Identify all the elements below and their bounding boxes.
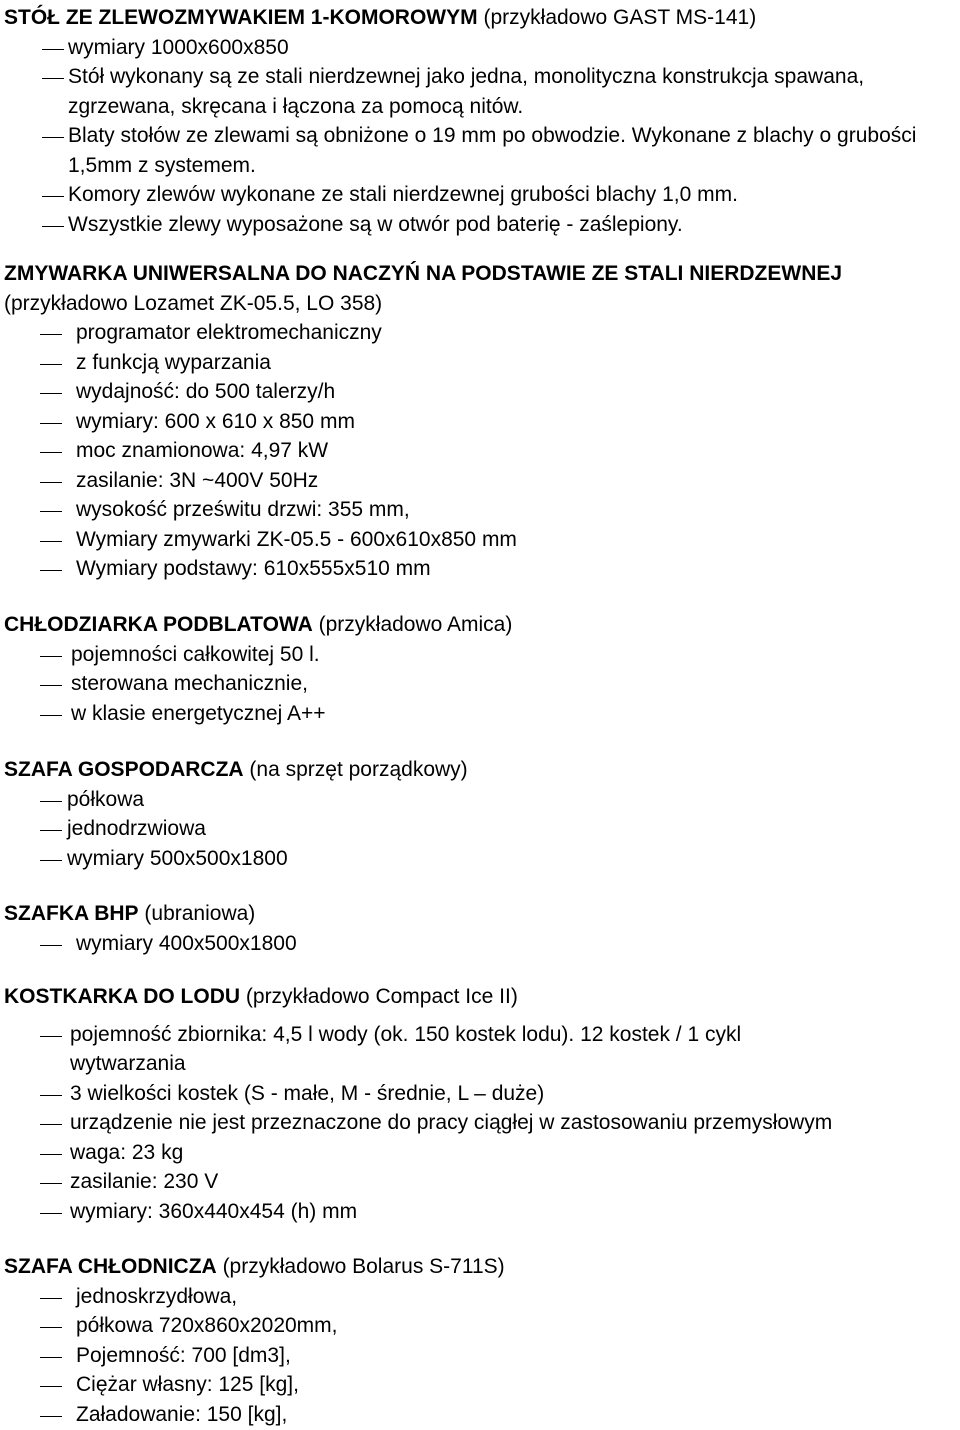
list-item [4,436,960,466]
dash-bullet [40,393,62,394]
section-subtitle: (przykładowo Amica) [318,613,513,636]
dash-bullet [40,945,62,946]
list-item-text: Wszystkie zlewy wyposażone są w otwór pod baterię - zaślepiony. [68,212,683,236]
list-item [4,525,960,555]
list-item-text: pojemności całkowitej 50 l. [71,642,320,666]
dash-bullet [40,423,62,424]
spec-list [4,640,960,729]
list-item-text: Wymiary zmywarki ZK-05.5 - 600x610x850 mm [76,527,517,551]
dash-bullet [40,715,62,716]
dash-bullet [40,1213,62,1214]
list-item [4,640,960,670]
section-heading [4,3,960,33]
list-item-text: wysokość prześwitu drzwi: 355 mm, [76,498,410,521]
list-item [4,814,960,844]
spec-list [4,785,960,874]
list-item [4,121,960,180]
list-item-text: zasilanie: 3N ~400V 50Hz [76,468,319,492]
dash-bullet [40,656,62,657]
section-kostkarka [4,982,960,1226]
section-title: KOSTKARKA DO LODU [4,985,241,1008]
section-stol-zlewozmywak [4,3,960,239]
dash-bullet [40,541,62,542]
dash-bullet [40,1386,62,1387]
section-subtitle: (przykładowo Lozamet ZK-05.5, LO 358) [4,291,383,315]
dash-bullet [40,364,62,365]
list-item-text: półkowa [67,787,145,811]
section-heading [4,259,960,318]
list-item [4,554,960,584]
list-item [4,1370,960,1400]
list-item-text: wymiary 500x500x1800 [67,846,288,870]
section-title: SZAFA GOSPODARCZA [4,758,244,781]
section-szafka-bhp [4,899,960,958]
section-subtitle: (na sprzęt porządkowy) [249,758,468,781]
dash-bullet [40,1095,62,1096]
section-title: SZAFKA BHP [4,902,139,925]
list-item [4,377,960,407]
dash-bullet [42,196,64,197]
list-item [4,1311,960,1341]
list-item-text: półkowa 720x860x2020mm, [76,1314,338,1337]
section-heading [4,982,960,1012]
list-item-text: Ciężar własny: 125 [kg], [76,1373,299,1396]
list-item-text: urządzenie nie jest przeznaczone do pracy ciągłej w zastosowaniu przemysłowym [70,1111,833,1134]
list-item-text: z funkcją wyparzania [76,350,271,374]
list-item-text: waga: 23 kg [70,1140,184,1164]
list-item [4,1282,960,1312]
list-item [4,33,960,63]
spec-list [4,929,960,959]
list-item-text: Komory zlewów wykonane ze stali nierdzewnej grubości blachy 1,0 mm. [68,183,738,206]
dash-bullet [40,570,62,571]
dash-bullet [40,1416,62,1417]
list-item-text: programator elektromechaniczny [76,321,382,344]
list-item-text: w klasie energetycznej A++ [71,701,326,725]
list-item [4,318,960,348]
section-heading [4,899,960,929]
list-item [4,495,960,525]
section-title: ZMYWARKA UNIWERSALNA DO NACZYŃ NA PODSTAWIE ZE STALI NIERDZEWNEJ [4,262,843,285]
list-item [4,1197,960,1227]
section-chlodziarka [4,610,960,728]
list-item [4,466,960,496]
dash-bullet [40,1124,62,1125]
dash-bullet [42,49,64,50]
list-item [4,785,960,815]
list-item-text: Załadowanie: 150 [kg], [76,1402,288,1426]
section-heading [4,1252,960,1282]
list-item-text: jednoskrzydłowa, [76,1284,238,1308]
dash-bullet [40,511,62,512]
list-item-text: moc znamionowa: 4,97 kW [76,439,329,462]
list-item-text: zasilanie: 230 V [70,1170,219,1193]
dash-bullet [40,1327,62,1328]
dash-bullet [40,1298,62,1299]
dash-bullet [40,334,62,335]
list-item [4,1020,960,1079]
list-item [4,1341,960,1371]
spec-list [4,318,960,584]
list-item-text: sterowana mechanicznie, [71,672,308,695]
dash-bullet [40,482,62,483]
list-item-text: wymiary: 360x440x454 (h) mm [70,1199,358,1223]
list-item-text: 3 wielkości kostek (S - małe, M - średnie, L – duże) [70,1081,545,1105]
dash-bullet [40,685,62,686]
list-item-text: wymiary 400x500x1800 [76,931,297,955]
section-subtitle: (przykładowo Bolarus S-711S) [222,1255,505,1278]
list-item [4,210,960,240]
section-title: SZAFA CHŁODNICZA [4,1255,217,1278]
list-item [4,1167,960,1197]
spec-list [4,33,960,240]
list-item [4,669,960,699]
dash-bullet [40,1357,62,1358]
section-heading [4,755,960,785]
list-item-text: Wymiary podstawy: 610x555x510 mm [76,557,431,580]
dash-bullet [40,801,62,802]
dash-bullet [40,830,62,831]
section-title: STÓŁ ZE ZLEWOZMYWAKIEM 1-KOMOROWYM [4,6,478,29]
list-item [4,699,960,729]
list-item [4,844,960,874]
dash-bullet [42,226,64,227]
list-item-text: jednodrzwiowa [67,817,206,840]
list-item-text: Stół wykonany są ze stali nierdzewnej jako jedna, monolityczna konstrukcja spawana, zgrzewana, skręcana i łączona za pomocą nitów. [68,65,865,118]
dash-bullet [40,1183,62,1184]
list-item [4,348,960,378]
dash-bullet [42,78,64,79]
section-subtitle: (przykładowo GAST MS-141) [483,6,757,29]
list-item-text: wydajność: do 500 talerzy/h [76,380,336,403]
list-item [4,1079,960,1109]
list-item [4,407,960,437]
section-szafa-chlodnicza [4,1252,960,1429]
list-item [4,929,960,959]
list-item [4,1138,960,1168]
section-zmywarka [4,259,960,584]
list-item-text: wymiary 1000x600x850 [68,35,289,59]
list-item [4,62,960,121]
spec-list [4,1020,960,1227]
list-item-text: wymiary: 600 x 610 x 850 mm [76,409,355,433]
list-item [4,1108,960,1138]
dash-bullet [40,1154,62,1155]
list-item [4,180,960,210]
section-subtitle: (ubraniowa) [144,902,256,925]
dash-bullet [40,452,62,453]
section-szafa-gospodarcza [4,755,960,873]
list-item-text: pojemność zbiornika: 4,5 l wody (ok. 150 kostek lodu). 12 kostek / 1 cykl wytwarzania [70,1022,742,1075]
dash-bullet [40,1036,62,1037]
section-title: CHŁODZIARKA PODBLATOWA [4,613,313,636]
list-item [4,1400,960,1430]
section-subtitle: (przykładowo Compact Ice II) [245,985,518,1008]
list-item-text: Blaty stołów ze zlewami są obniżone o 19 mm po obwodzie. Wykonane z blachy o grubości 1,5mm z systemem. [68,124,917,177]
list-item-text: Pojemność: 700 [dm3], [76,1343,291,1367]
dash-bullet [40,860,62,861]
section-heading [4,610,960,640]
spec-list [4,1282,960,1430]
dash-bullet [42,137,64,138]
